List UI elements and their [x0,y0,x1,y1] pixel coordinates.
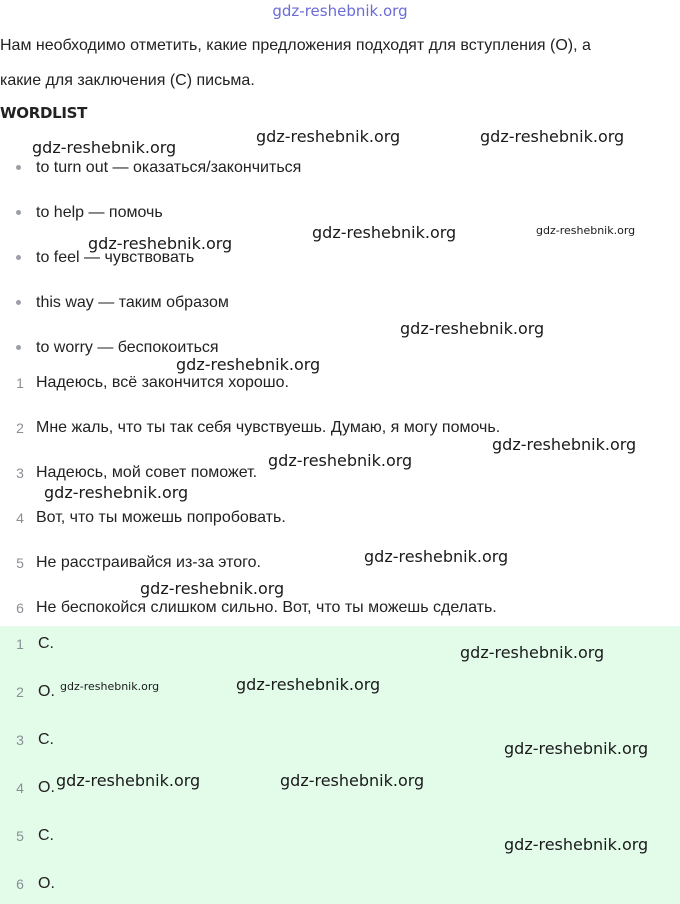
wordlist-item: to help — помочь [0,201,680,225]
bullet-icon [16,255,21,260]
sentence-item: 1 Надеюсь, всё закончится хорошо. [16,374,289,391]
wordlist-item: to feel — чувствовать [0,246,680,270]
sentence-item: 3 Надеюсь, мой совет поможет. [16,464,258,481]
sentence-item: 6 Не беспокойся слишком сильно. Вот, что ты можешь сделать. [16,599,497,616]
answer-item: 2 O. [16,683,55,700]
watermark: gdz-reshebnik.org [176,355,321,374]
bullet-icon [16,300,21,305]
answer-item: 4 O. [16,779,55,796]
intro-line-1: Нам необходимо отметить, какие предложения подходят для вступления (О), а [0,37,591,54]
wordlist-item: to turn out — оказаться/закончиться [0,156,680,180]
watermark: gdz-reshebnik.org [56,771,201,790]
answer-item: 5 C. [16,827,54,844]
watermark: gdz-reshebnik.org [536,224,636,237]
answer-item: 1 C. [16,635,54,652]
watermark: gdz-reshebnik.org [364,547,509,566]
watermark: gdz-reshebnik.org [236,675,381,694]
bullet-icon [16,210,21,215]
sentence-item: 4 Вот, что ты можешь попробовать. [16,509,286,526]
sentence-item: 2 Мне жаль, что ты так себя чувствуешь. Думаю, я могу помочь. [16,419,501,436]
watermark: gdz-reshebnik.org [32,138,177,157]
watermark: gdz-reshebnik.org [280,771,425,790]
watermark: gdz-reshebnik.org [268,451,413,470]
watermark: gdz-reshebnik.org [256,127,401,146]
intro-line-2: какие для заключения (С) письма. [0,72,255,89]
watermark: gdz-reshebnik.org [312,223,457,242]
bullet-icon [16,165,21,170]
sentence-item: 5 Не расстраивайся из-за этого. [16,554,261,571]
answers-panel [0,626,680,904]
watermark: gdz-reshebnik.org [504,739,649,758]
watermark: gdz-reshebnik.org [492,435,637,454]
task-intro [0,28,680,98]
wordlist-item: this way — таким образом [0,291,680,315]
watermark: gdz-reshebnik.org [504,835,649,854]
watermark: gdz-reshebnik.org [60,680,160,693]
wordlist-item: to worry — беспокоиться [0,336,680,360]
watermark: gdz-reshebnik.org [460,643,605,662]
watermark: gdz-reshebnik.org [140,579,285,598]
watermark: gdz-reshebnik.org [400,319,545,338]
watermark: gdz-reshebnik.org [88,234,233,253]
bullet-icon [16,345,21,350]
watermark: gdz-reshebnik.org [480,127,625,146]
answer-item: 3 C. [16,731,54,748]
answer-item: 6 O. [16,875,55,892]
watermark: gdz-reshebnik.org [44,483,189,502]
wordlist-title: WORDLIST [0,104,88,122]
site-header-link[interactable]: gdz-reshebnik.org [272,2,408,20]
